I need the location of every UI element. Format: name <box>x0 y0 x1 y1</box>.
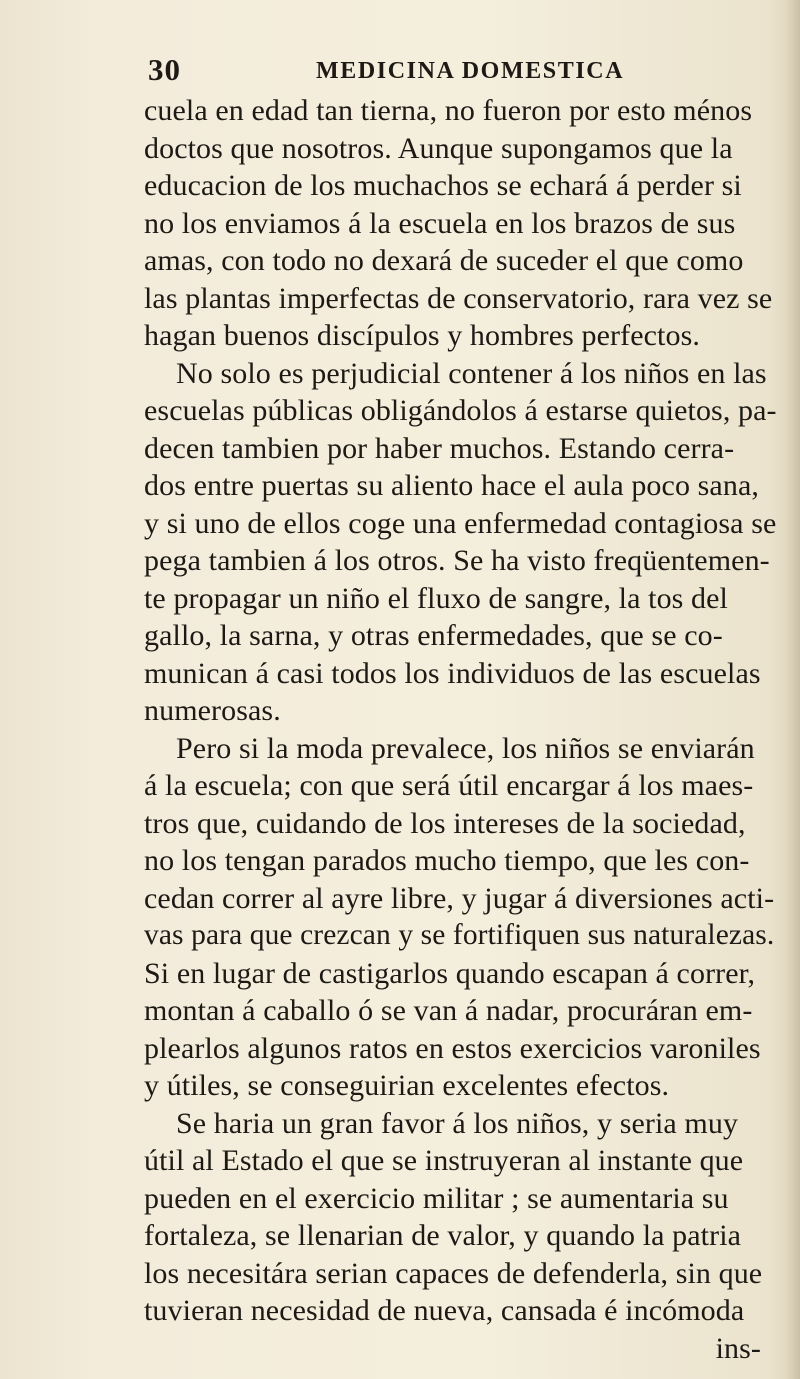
text-line: Pero si la moda prevalece, los niños se enviarán <box>176 731 755 765</box>
text-line: no los tengan parados mucho tiempo, que les con- <box>144 844 750 877</box>
text-line: pueden en el exercicio militar ; se aumentaria su <box>144 1181 729 1215</box>
text-line: los necesitára serian capaces de defenderla, sin que <box>144 1256 763 1290</box>
text-line: pega tambien á los otros. Se ha visto freqüentemen- <box>144 544 770 577</box>
text-line: cedan correr al ayre libre, y jugar á diversiones acti- <box>144 881 775 915</box>
text-line: escuelas públicas obligándolos á estarse quietos, pa- <box>144 394 777 427</box>
text-line: gallo, la sarna, y otras enfermedades, que se co- <box>144 619 723 652</box>
text-line: á la escuela; con que será útil encargar á los maes- <box>144 769 754 802</box>
text-line: Se haria un gran favor á los niños, y seria muy <box>176 1106 739 1140</box>
body-text <box>144 92 784 1367</box>
text-line: doctos que nosotros. Aunque supongamos que la <box>144 131 733 165</box>
text-line: las plantas imperfectas de conservatorio, rara vez se <box>144 281 773 315</box>
running-head-title: MEDICINA DOMESTICA <box>316 58 625 84</box>
text-line: te propagar un niño el fluxo de sangre, la tos del <box>144 581 728 615</box>
page-number: 30 <box>148 52 181 87</box>
text-line: No solo es perjudicial contener á los niños en las <box>176 356 767 390</box>
text-line: fortaleza, se llenarian de valor, y quando la patria <box>144 1219 742 1252</box>
text-line: y útiles, se conseguirian excelentes efectos. <box>144 1069 670 1102</box>
text-line: tuvieran necesidad de nueva, cansada é incómoda <box>144 1294 745 1327</box>
text-line: munican á casi todos los individuos de las escuelas <box>144 656 761 690</box>
text-line: útil al Estado el que se instruyeran al instante que <box>144 1144 744 1177</box>
text-line: vas para que crezcan y se fortifiquen sus naturalezas. <box>144 919 775 951</box>
text-line: educacion de los muchachos se echará á perder si <box>144 169 742 202</box>
text-line: decen tambien por haber muchos. Estando cerra- <box>144 431 735 465</box>
text-line: Si en lugar de castigarlos quando escapan á correr, <box>144 956 756 990</box>
catchword: ins- <box>715 1331 761 1365</box>
running-head <box>148 52 708 92</box>
text-line: cuela en edad tan tierna, no fueron por esto ménos <box>144 94 753 127</box>
text-line: plearlos algunos ratos en estos exercicios varoniles <box>144 1031 761 1065</box>
text-line: numerosas. <box>144 694 281 727</box>
page-edge-shadow <box>786 0 800 1379</box>
text-line: dos entre puertas su aliento hace el aula poco sana, <box>144 469 759 502</box>
text-line: no los enviamos á la escuela en los brazos de sus <box>144 206 736 240</box>
text-line: y si uno de ellos coge una enfermedad contagiosa se <box>144 506 777 540</box>
text-line: montan á caballo ó se van á nadar, procuráran em- <box>144 994 753 1027</box>
text-line: amas, con todo no dexará de suceder el que como <box>144 244 744 277</box>
text-line: tros que, cuidando de los intereses de la sociedad, <box>144 806 746 840</box>
text-line: hagan buenos discípulos y hombres perfectos. <box>144 319 700 352</box>
